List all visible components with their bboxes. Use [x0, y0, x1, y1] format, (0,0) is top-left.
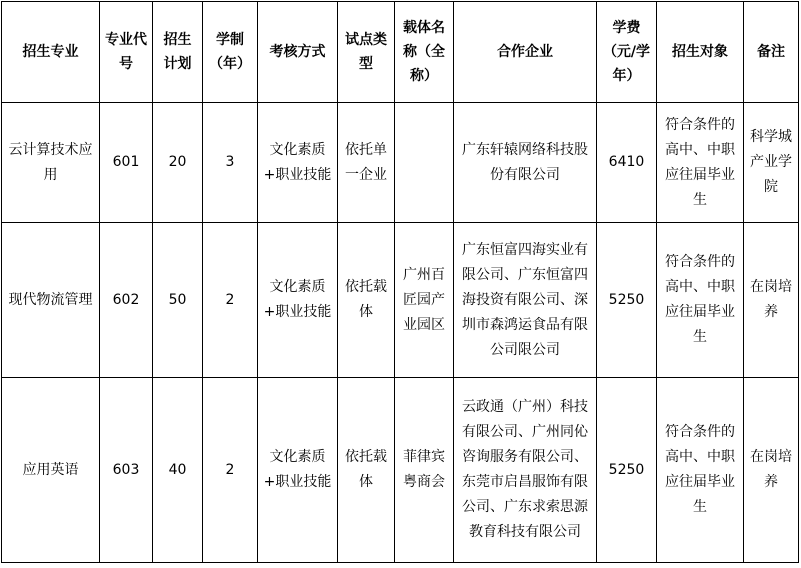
header-pilot-type: 试点类型 — [338, 2, 395, 103]
cell-pilot-type: 依托载体 — [338, 378, 395, 563]
cell-target: 符合条件的高中、中职应往届毕业生 — [657, 103, 744, 223]
header-target: 招生对象 — [657, 2, 744, 103]
header-duration: 学制（年） — [203, 2, 258, 103]
cell-target: 符合条件的高中、中职应往届毕业生 — [657, 223, 744, 378]
cell-pilot-type: 依托单一企业 — [338, 103, 395, 223]
header-code: 专业代号 — [100, 2, 153, 103]
cell-plan: 20 — [153, 103, 203, 223]
header-note: 备注 — [744, 2, 799, 103]
cell-partner: 广东轩辕网络科技股份有限公司 — [454, 103, 597, 223]
header-assessment: 考核方式 — [258, 2, 338, 103]
header-plan: 招生计划 — [153, 2, 203, 103]
table-row — [2, 223, 799, 378]
cell-assessment: 文化素质+职业技能 — [258, 223, 338, 378]
cell-target: 符合条件的高中、中职应往届毕业生 — [657, 378, 744, 563]
header-major: 招生专业 — [2, 2, 100, 103]
cell-duration: 2 — [203, 223, 258, 378]
cell-code: 601 — [100, 103, 153, 223]
cell-plan: 50 — [153, 223, 203, 378]
cell-major: 现代物流管理 — [2, 223, 100, 378]
cell-major: 应用英语 — [2, 378, 100, 563]
cell-tuition: 6410 — [597, 103, 657, 223]
cell-tuition: 5250 — [597, 223, 657, 378]
cell-partner: 云政通（广州）科技有限公司、广州同伈咨询服务有限公司、东莞市启昌服饰有限公司、广东求索思源教育科技有限公司 — [454, 378, 597, 563]
cell-duration: 3 — [203, 103, 258, 223]
cell-tuition: 5250 — [597, 378, 657, 563]
cell-code: 603 — [100, 378, 153, 563]
cell-pilot-type: 依托载体 — [338, 223, 395, 378]
cell-carrier-name: 广州百匠园产业园区 — [395, 223, 454, 378]
table-row — [2, 378, 799, 563]
cell-partner: 广东恒富四海实业有限公司、广东恒富四海投资有限公司、深圳市森鸿运食品有限公司限公司 — [454, 223, 597, 378]
cell-duration: 2 — [203, 378, 258, 563]
cell-assessment: 文化素质+职业技能 — [258, 103, 338, 223]
header-carrier-name: 载体名称（全称） — [395, 2, 454, 103]
header-partner: 合作企业 — [454, 2, 597, 103]
cell-carrier-name: 菲律宾粤商会 — [395, 378, 454, 563]
cell-code: 602 — [100, 223, 153, 378]
cell-assessment: 文化素质+职业技能 — [258, 378, 338, 563]
admission-table — [1, 1, 799, 563]
cell-note: 在岗培养 — [744, 223, 799, 378]
header-tuition: 学费（元/学年） — [597, 2, 657, 103]
table-row — [2, 103, 799, 223]
cell-major: 云计算技术应用 — [2, 103, 100, 223]
header-row — [2, 2, 799, 103]
cell-plan: 40 — [153, 378, 203, 563]
cell-carrier-name — [395, 103, 454, 223]
cell-note: 在岗培养 — [744, 378, 799, 563]
cell-note: 科学城产业学院 — [744, 103, 799, 223]
